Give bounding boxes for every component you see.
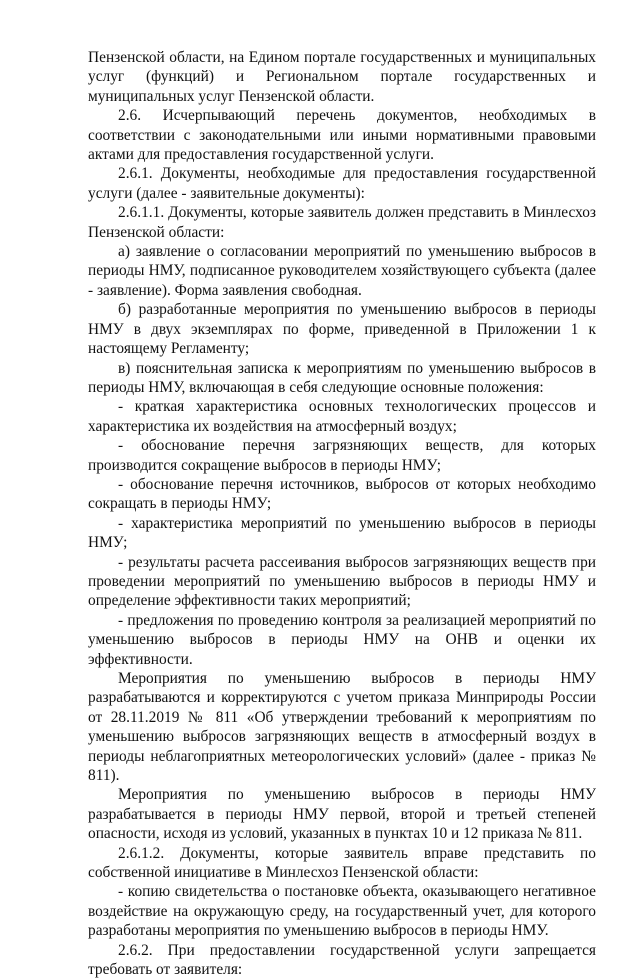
- list-item-processes: - краткая характеристика основных технологических процессов и характеристика их воздействия на атмосферный воздух;: [88, 398, 596, 435]
- paragraph-2-6-1-1: 2.6.1.1. Документы, которые заявитель должен представить в Минлесхоз Пензенской области:: [88, 204, 596, 241]
- paragraph-2-6-1: 2.6.1. Документы, необходимые для предоставления государственной услуги (далее - заявительные документы):: [88, 165, 596, 202]
- list-item-substances: - обоснование перечня загрязняющих веществ, для которых производится сокращение выбросов в периоды НМУ;: [88, 437, 596, 474]
- paragraph-item-v: в) пояснительная записка к мероприятиям по уменьшению выбросов в периоды НМУ, включающая в себя следующие основные положения:: [88, 359, 596, 396]
- paragraph-danger-levels: Мероприятия по уменьшению выбросов в периоды НМУ разрабатывается в периоды НМУ первой, второй и третьей степеней опасности, исходя из условий, указанных в пунктах 10 и 12 приказа № 811.: [88, 786, 596, 843]
- list-item-measures: - характеристика мероприятий по уменьшению выбросов в периоды НМУ;: [88, 514, 596, 552]
- document-page: [88, 48, 596, 980]
- paragraph-2-6-2: 2.6.2. При предоставлении государственной услуги запрещается требовать от заявителя:: [88, 941, 596, 979]
- paragraph-continuation: Пензенской области, на Едином портале государственных и муниципальных услуг (функций) и Региональном портале государственных и муниципальных услуг Пензенской области.: [88, 49, 596, 105]
- paragraph-2-6: 2.6. Исчерпывающий перечень документов, необходимых в соответствии с законодательными или иными нормативными правовыми актами для предоставления государственной услуги.: [88, 107, 596, 164]
- paragraph-2-6-1-2: 2.6.1.2. Документы, которые заявитель вправе представить по собственной инициативе в Минлесхоз Пензенской области:: [88, 844, 596, 882]
- paragraph-item-a: а) заявление о согласовании мероприятий по уменьшению выбросов в периоды НМУ, подписанное руководителем хозяйствующего субъекта (далее - заявление). Форма заявления свободная.: [88, 243, 596, 299]
- paragraph-order-811: Мероприятия по уменьшению выбросов в периоды НМУ разрабатываются и корректируются с учетом приказа Минприроды России от 28.11.2019 № 811 «Об утверждении требований к мероприятиям по уменьшению выбросов загрязняющих веществ в атмосферный воздух в периоды неблагоприятных метеорологических условий» (далее - приказ № 811).: [88, 670, 596, 785]
- list-item-sources: - обоснование перечня источников, выбросов от которых необходимо сокращать в периоды НМУ;: [88, 475, 596, 513]
- paragraph-item-b: б) разработанные мероприятия по уменьшению выбросов в периоды НМУ в двух экземплярах по форме, приведенной в Приложении 1 к настоящему Регламенту;: [88, 301, 596, 358]
- list-item-dispersion: - результаты расчета рассеивания выбросов загрязняющих веществ при проведении мероприятий по уменьшению выбросов в периоды НМУ и определение эффективности таких мероприятий;: [88, 553, 596, 610]
- list-item-certificate: - копию свидетельства о постановке объекта, оказывающего негативное воздействие на окружающую среду, на государственный учет, для которого разработаны мероприятия по уменьшению выбросов в периоды НМУ.: [88, 883, 596, 940]
- list-item-control: - предложения по проведению контроля за реализацией мероприятий по уменьшению выбросов в периоды НМУ на ОНВ и оценки их эффективности.: [88, 611, 596, 668]
